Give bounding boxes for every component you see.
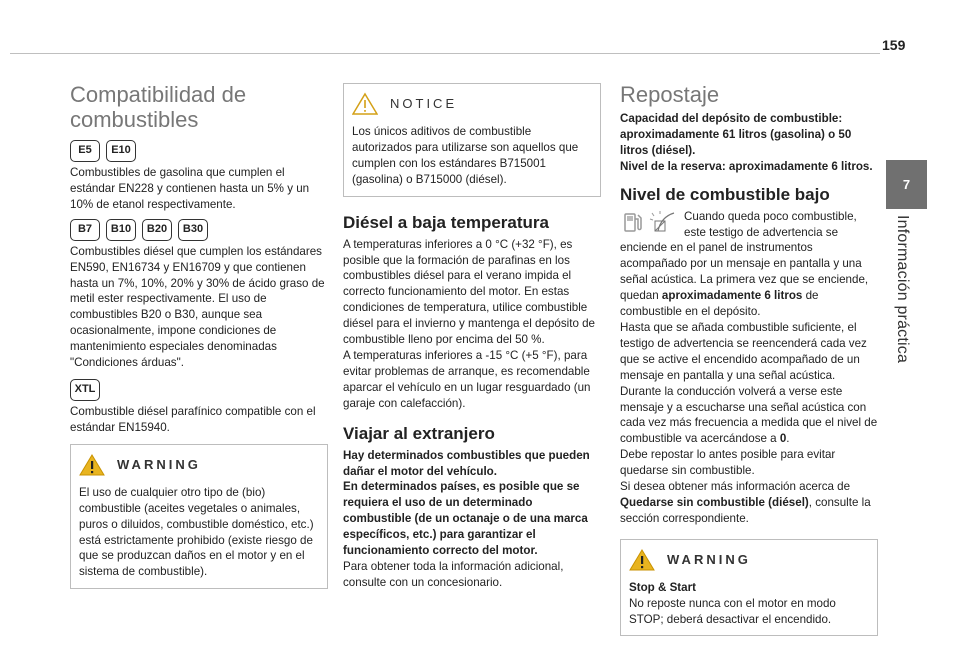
column-diesel-travel [343, 83, 601, 591]
column-fuel-compatibility [70, 82, 328, 589]
warning-icon [629, 548, 655, 572]
fuel-warning-lamp-icon [620, 209, 680, 235]
warning-text: El uso de cualquier otro tipo de (bio) combustible (aceites vegetales o animales, puros o diluidos, combustible doméstico, etc.) está estrictamente prohibido (existe riesgo de que se produzcan daños en el motor y en el sistema de combustible). [79, 485, 314, 579]
diesel-cold-text-1: A temperaturas inferiores a 0 °C (+32 °F), es posible que la formación de parafinas en los combustibles diésel para el verano impida el correcto funcionamiento del motor. En estas condiciones de temperatura, utilice combustible diésel para el invierno y mantenga el depósito de combustible lleno por encima del 50 %. [343, 237, 596, 347]
warning-text-2: No reposte nunca con el motor en modo STOP; deberá desactivar el encendido. [629, 596, 836, 626]
xtl-badges [70, 379, 328, 401]
section-title-refuel: Repostaje [620, 82, 720, 107]
diesel-badges [70, 219, 328, 241]
warning-header [79, 451, 319, 479]
chapter-label: Información práctica [894, 215, 911, 364]
abroad-text: Para obtener toda la información adicional, consulte con un concesionario. [343, 559, 564, 589]
column-refuel [620, 82, 878, 636]
chapter-tab[interactable]: 7 [886, 160, 927, 209]
notice-icon [352, 92, 378, 116]
refuel-capacity: Capacidad del depósito de combustible: aproximadamente 61 litros (gasolina) o 50 litros (diésel). [620, 112, 852, 157]
fuel-badge-xtl: XTL [70, 379, 100, 401]
low-fuel-p2: Hasta que se añada combustible suficiente, el testigo de advertencia se reencenderá cada vez que se active el encendido acompañado de un mensaje en pantalla y una señal acústica. Durante la conducción volverá a verse este mensaje y a escucharse una señal acústica con cada vez más frecuencia a medida que el nivel de combustible va acercándose a 0. [620, 320, 878, 446]
fuel-badge-e10: E10 [106, 140, 136, 162]
header-rule [10, 53, 880, 54]
diesel-cold-text-2: A temperaturas inferiores a -15 °C (+5 °F), para evitar problemas de arranque, es recomendable aparcar el vehículo en un lugar resguardado (un garaje con calefacción). [343, 348, 591, 410]
warning-icon [79, 453, 105, 477]
warning-box-stop-start [620, 539, 878, 637]
warning-bold-stop-start: Stop & Start [629, 580, 696, 594]
section-title-diesel-cold: Diésel a baja temperatura [343, 212, 549, 232]
warning-box-fuel [70, 444, 328, 589]
abroad-bold-1: Hay determinados combustibles que pueden dañar el motor del vehículo. [343, 448, 590, 478]
low-fuel-p3: Debe repostar lo antes posible para evitar quedarse sin combustible. [620, 448, 836, 478]
fuel-badge-b7: B7 [70, 219, 100, 241]
notice-title: NOTICE [390, 96, 458, 112]
warning-title: WARNING [117, 456, 201, 472]
low-fuel-p1: Cuando queda poco combustible, este testigo de advertencia se enciende en el panel de instrumentos acompañado por un mensaje en pantalla y una señal acústica. La primera vez que se enciende, quedan aproximadamente 6 litros de combustible en el depósito. [620, 209, 869, 319]
low-fuel-p4: Si desea obtener más información acerca de Quedarse sin combustible (diésel), consulte la sección correspondiente. [620, 480, 871, 525]
gasoline-badges [70, 140, 328, 162]
abroad-bold-2: En determinados países, es posible que se requiera el uso de un determinado combustible (de un octanaje o de una marca específicos, etc.) para garantizar el funcionamiento correcto del motor. [343, 480, 588, 558]
fuel-badge-e5: E5 [70, 140, 100, 162]
fuel-badge-b10: B10 [106, 219, 136, 241]
fuel-badge-b30: B30 [178, 219, 208, 241]
section-title-abroad: Viajar al extranjero [343, 423, 495, 443]
fuel-badge-b20: B20 [142, 219, 172, 241]
section-title-low-fuel: Nivel de combustible bajo [620, 184, 830, 204]
xtl-text: Combustible diésel parafínico compatible con el estándar EN15940. [70, 404, 316, 434]
notice-header [352, 90, 592, 118]
notice-text: Los únicos aditivos de combustible autorizados para utilizarse son aquellos que cumplen con los estándares B715001 (gasolina) o B715000 (diésel). [352, 125, 579, 186]
refuel-reserve: Nivel de la reserva: aproximadamente 6 litros. [620, 159, 873, 173]
notice-box [343, 83, 601, 197]
section-title-compatibility: Compatibilidad de combustibles [70, 82, 247, 132]
warning-header-2 [629, 546, 869, 574]
page-number: 159 [882, 37, 906, 53]
diesel-text: Combustibles diésel que cumplen los estándares EN590, EN16734 y EN16709 y que contienen hasta un 7%, 10%, 20% y 30% de ácido graso de metil ester respectivamente. El uso de combustibles B20 o B30, aunque sea ocasionalmente, impone condiciones de mantenimiento especiales denominadas "Condiciones árduas". [70, 244, 325, 370]
gasoline-text: Combustibles de gasolina que cumplen el estándar EN228 y contienen hasta un 5% y un 10% de etanol respectivamente. [70, 166, 310, 211]
warning-title-2: WARNING [667, 551, 751, 567]
cross-reference-link[interactable]: Quedarse sin combustible (diésel) [620, 495, 809, 509]
